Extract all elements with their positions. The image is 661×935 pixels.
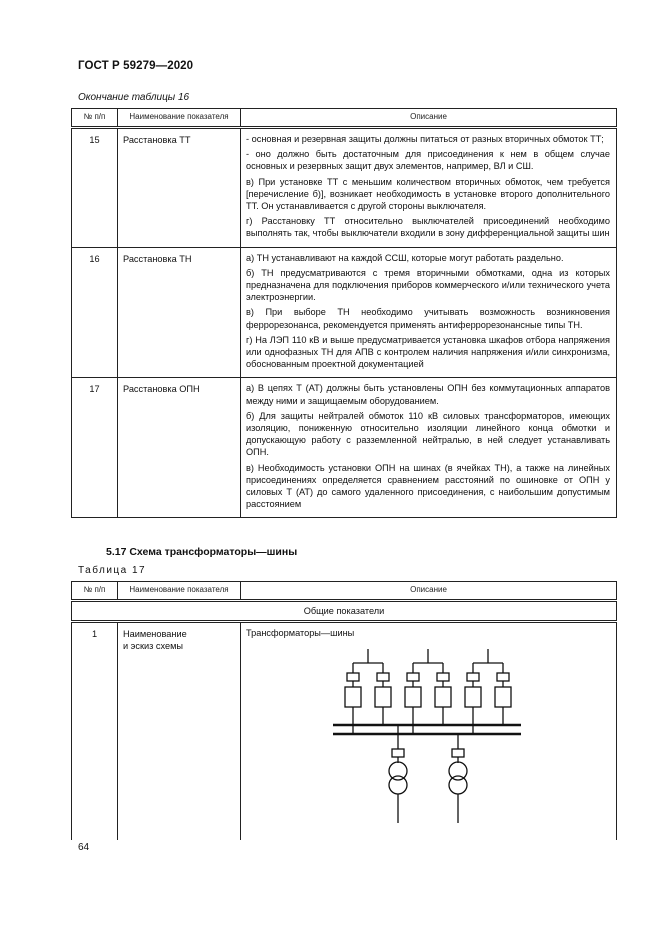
table16-header-row bbox=[72, 109, 617, 128]
row-description bbox=[241, 622, 617, 841]
table-row bbox=[72, 247, 617, 378]
table-17 bbox=[71, 581, 617, 840]
table-row bbox=[72, 378, 617, 518]
section-title: 5.17 Схема трансформаторы—шины bbox=[106, 546, 298, 558]
col-header-description: Описание bbox=[241, 582, 617, 601]
disconnector-icon bbox=[467, 673, 479, 681]
breaker-icon bbox=[345, 687, 361, 707]
table16-caption: Окончание таблицы 16 bbox=[78, 92, 190, 103]
transformer-winding-icon bbox=[389, 762, 407, 780]
disconnector-icon bbox=[452, 749, 464, 757]
paragraph: а) ТН устанавливают на каждой ССШ, которые могут работать раздельно. bbox=[246, 252, 564, 263]
row-name: Расстановка ТТ bbox=[118, 128, 241, 248]
transformer-winding-icon bbox=[389, 776, 407, 794]
disconnector-icon bbox=[437, 673, 449, 681]
col-header-name: Наименование показателя bbox=[118, 109, 241, 128]
table-16 bbox=[71, 108, 617, 518]
paragraph: в) При выборе ТН необходимо учитывать возможность возникновения феррорезонанса, рекомендуется применять антиферрорезонансные типы ТН. bbox=[246, 307, 610, 330]
row-description bbox=[241, 128, 617, 248]
breaker-icon bbox=[405, 687, 421, 707]
paragraph: г) На ЛЭП 110 кВ и выше предусматривается установка шкафов отбора напряжения или однофазных ТН для АПВ с контролем наличия напряжения и/или синхронизма, обоснованным проектной документацией bbox=[246, 334, 610, 370]
paragraph: б) Для защиты нейтралей обмоток 110 кВ силовых трансформаторов, имеющих изоляцию, пониженную относительно изоляции линейного конца обмотки и допускающую работу с разземленной нейтралью, в ней следует устанавливать ОПН. bbox=[246, 410, 610, 458]
row-number: 15 bbox=[72, 128, 118, 248]
breaker-icon bbox=[375, 687, 391, 707]
row-name: Расстановка ТН bbox=[118, 247, 241, 378]
row-name bbox=[118, 622, 241, 841]
breaker-icon bbox=[495, 687, 511, 707]
row-name-line: и эскиз схемы bbox=[123, 641, 183, 652]
table-row bbox=[72, 128, 617, 248]
transformers-bus-diagram bbox=[241, 645, 617, 835]
row-name-line: Наименование bbox=[123, 629, 187, 639]
scheme-label: Трансформаторы—шины bbox=[246, 628, 355, 638]
col-header-name: Наименование показателя bbox=[118, 582, 241, 601]
paragraph: г) Расстановку ТТ относительно выключателей присоединений необходимо выполнять так, чтобы выключатели входили в зону дифференциальной защиты шин bbox=[246, 216, 610, 239]
group-row bbox=[72, 601, 617, 622]
document-title: ГОСТ Р 59279—2020 bbox=[78, 60, 194, 72]
row-number: 1 bbox=[72, 622, 118, 841]
row-name: Расстановка ОПН bbox=[118, 378, 241, 518]
col-header-number: № п/п bbox=[72, 109, 118, 128]
paragraph: а) В цепях Т (АТ) должны быть установлены ОПН без коммутационных аппаратов между ними и защищаемым оборудованием. bbox=[246, 383, 610, 406]
disconnector-icon bbox=[497, 673, 509, 681]
col-header-description: Описание bbox=[241, 109, 617, 128]
row-number: 16 bbox=[72, 247, 118, 378]
paragraph: б) ТН предусматриваются с тремя вторичными обмотками, одна из которых предназначена для подключения приборов коммерческого и/или технического учета электроэнергии. bbox=[246, 267, 610, 303]
breaker-icon bbox=[465, 687, 481, 707]
table17-header-row bbox=[72, 582, 617, 601]
col-header-number: № п/п bbox=[72, 582, 118, 601]
transformer-winding-icon bbox=[449, 776, 467, 794]
page-number: 64 bbox=[78, 842, 90, 853]
paragraph: в) Необходимость установки ОПН на шинах (в ячейках ТН), а также на линейных присоединениях определяется сравнением расстояний по ошиновке от ОПН у силовых Т (АТ) до самого удаленного присоединения, с наибольшим допустимым расстоянием bbox=[246, 462, 610, 510]
row-description bbox=[241, 247, 617, 378]
row-number: 17 bbox=[72, 378, 118, 518]
disconnector-icon bbox=[377, 673, 389, 681]
transformer-winding-icon bbox=[449, 762, 467, 780]
disconnector-icon bbox=[407, 673, 419, 681]
paragraph: - основная и резервная защиты должны питаться от разных вторичных обмоток ТТ; bbox=[246, 134, 604, 144]
breaker-icon bbox=[435, 687, 451, 707]
paragraph: в) При установке ТТ с меньшим количеством вторичных обмоток, чем требуется [перечисление б)], возникает необходимость в установке второго дополнительного ТТ. Он устанавливается с другой стороны выключателя. bbox=[246, 176, 610, 212]
disconnector-icon bbox=[392, 749, 404, 757]
row-description bbox=[241, 378, 617, 518]
table-row bbox=[72, 622, 617, 841]
disconnector-icon bbox=[347, 673, 359, 681]
paragraph: - оно должно быть достаточным для присоединения к нем в общем случае основных и резервных защит двух элементов, например, ВЛ и СШ. bbox=[246, 149, 610, 172]
group-label: Общие показатели bbox=[72, 601, 617, 622]
table17-caption: Таблица 17 bbox=[78, 565, 147, 576]
